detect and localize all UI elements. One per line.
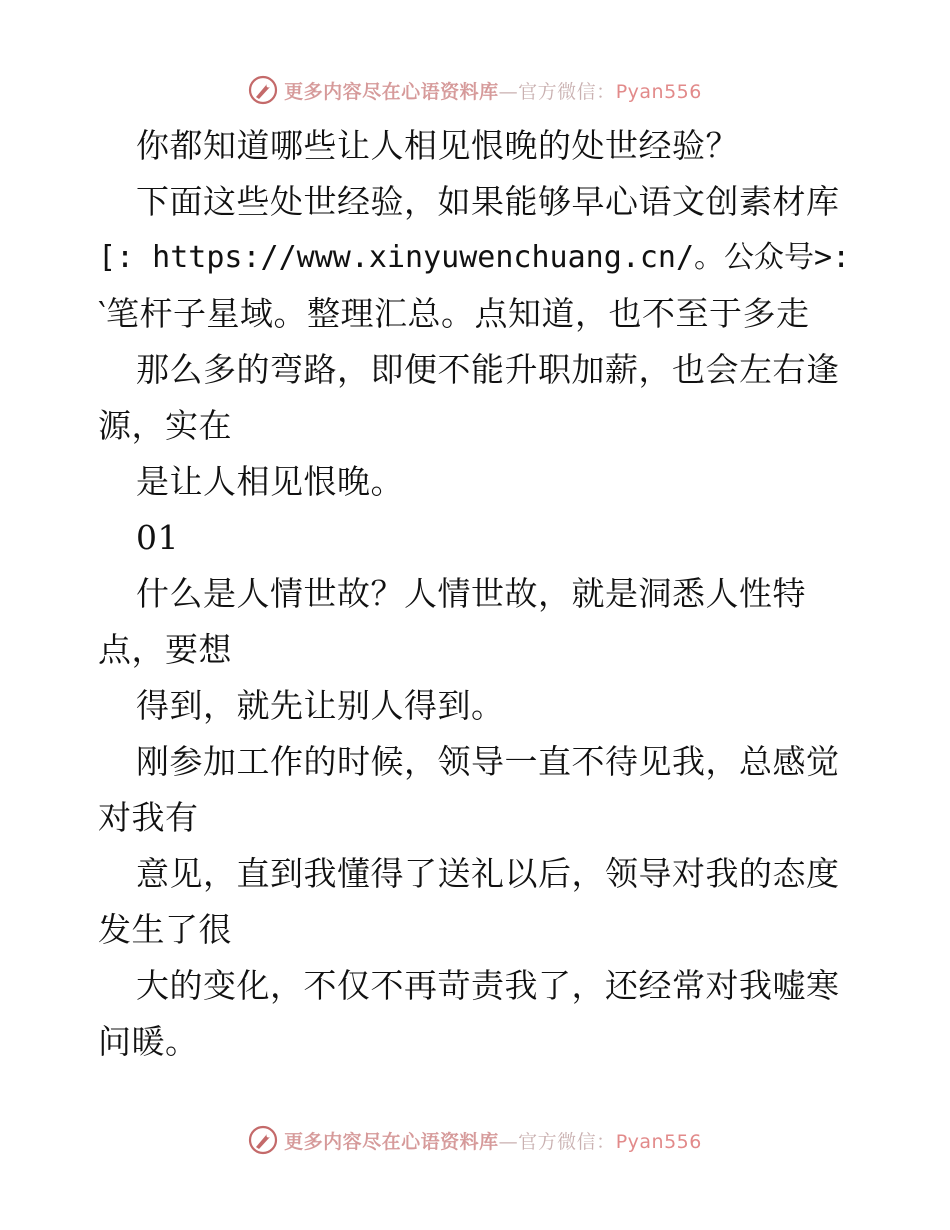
text-line: 发生了很 <box>98 910 232 949</box>
text-line: 是让人相见恨晚。 <box>136 462 404 501</box>
footer-watermark <box>0 1120 950 1160</box>
text-line: 对我有 <box>98 798 199 837</box>
text-line: 意见，直到我懂得了送礼以后，领导对我的态度 <box>136 854 840 893</box>
pen-logo-icon <box>248 1125 278 1155</box>
pen-logo-icon <box>248 75 278 105</box>
text-line: [: https://www.xinyuwenchuang.cn/。公众号>: <box>98 240 851 275</box>
watermark-text: 更多内容尽在心语资料库—官方微信：Pyan556 <box>284 80 702 103</box>
text-line: 点，要想 <box>98 630 232 669</box>
text-line: 刚参加工作的时候，领导一直不待见我，总感觉 <box>136 742 840 781</box>
text-line: 问暖。 <box>98 1022 199 1061</box>
text-line: ‵笔杆子星域。整理汇总。点知道，也不至于多走 <box>98 294 810 333</box>
text-line: 你都知道哪些让人相见恨晚的处世经验？ <box>136 126 739 165</box>
text-line: 源，实在 <box>98 406 232 445</box>
section-number: 01 <box>136 518 179 557</box>
header-watermark <box>0 70 950 110</box>
watermark-text: 更多内容尽在心语资料库—官方微信：Pyan556 <box>284 1130 702 1153</box>
text-line: 那么多的弯路，即便不能升职加薪，也会左右逢 <box>136 350 840 389</box>
text-line: 大的变化，不仅不再苛责我了，还经常对我嘘寒 <box>136 966 840 1005</box>
document-body <box>98 118 858 1070</box>
text-line: 下面这些处世经验，如果能够早心语文创素材库 <box>136 182 840 221</box>
text-line: 什么是人情世故？人情世故，就是洞悉人性特 <box>136 574 806 613</box>
text-line: 得到，就先让别人得到。 <box>136 686 505 725</box>
